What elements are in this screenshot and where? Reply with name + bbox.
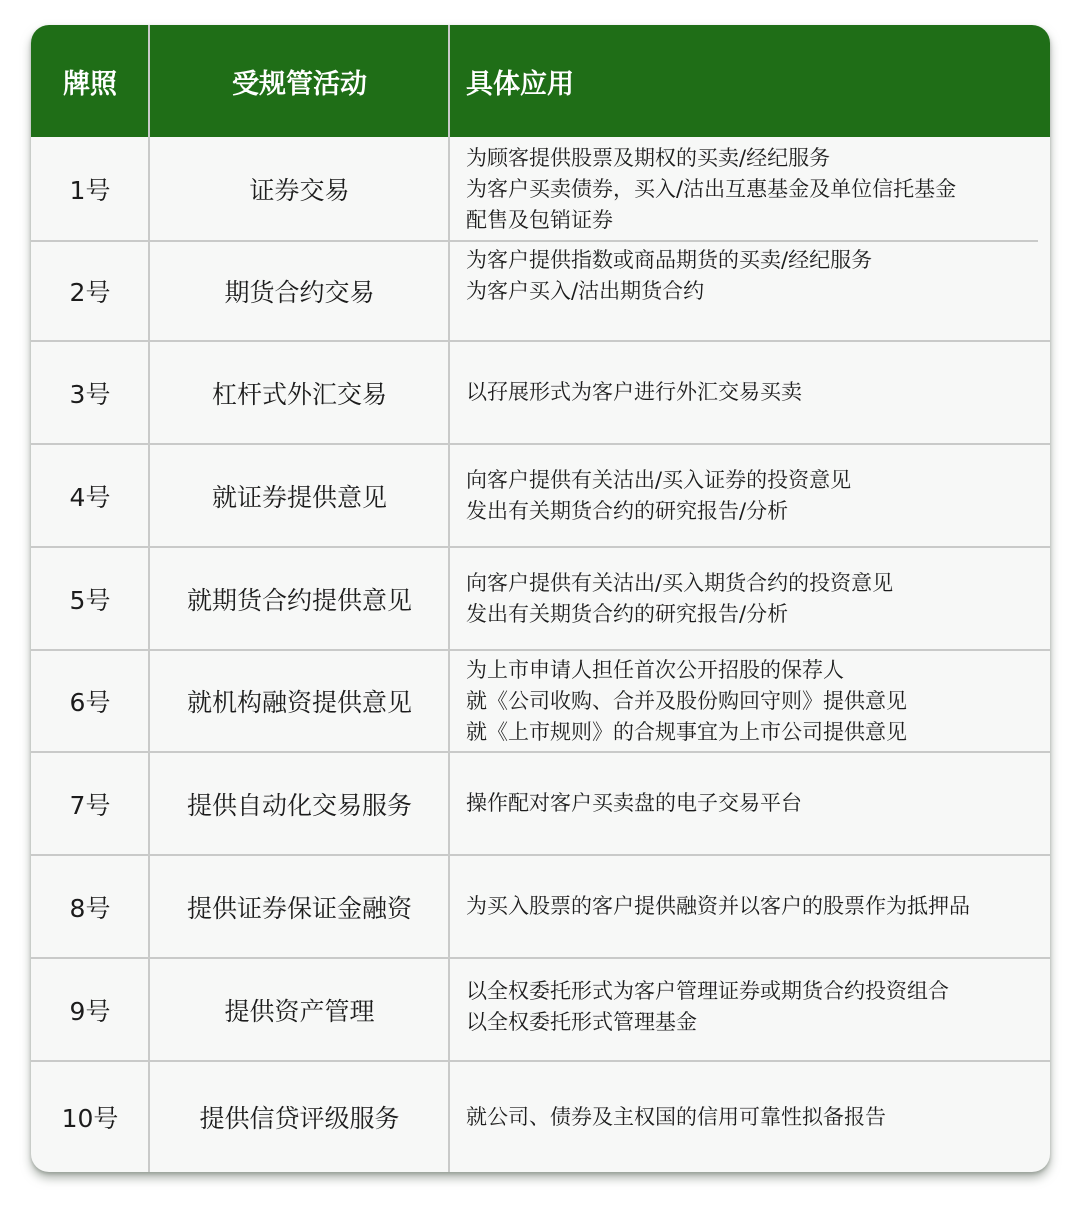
specific-application: [466, 137, 1048, 241]
table-row: [31, 548, 1050, 649]
application-line: 就《公司收购、合并及股份购回守则》提供意见: [466, 688, 907, 713]
regulated-activity: 提供自动化交易服务: [186, 790, 412, 820]
table-row: [31, 137, 1050, 241]
header-activity: 受规管活动: [232, 68, 367, 100]
application-line: 为买入股票的客户提供融资并以客户的股票作为抵押品: [466, 894, 970, 918]
license-number: 6号: [69, 688, 111, 717]
license-number: 7号: [69, 790, 111, 820]
application-line: 以孖展形式为客户进行外汇交易买卖: [466, 380, 802, 404]
license-table-card: [31, 25, 1050, 1172]
license-number: 9号: [69, 996, 111, 1026]
application-line: 为客户买入/沽出期货合约: [466, 279, 705, 303]
table-row: [31, 753, 1050, 854]
table-row: [31, 342, 1050, 443]
table-row: [31, 651, 1050, 751]
application-line: 发出有关期货合约的研究报告/分析: [466, 498, 789, 523]
regulated-activity: 提供资产管理: [224, 996, 375, 1026]
license-number: 3号: [69, 379, 111, 409]
license-number: 8号: [69, 893, 111, 923]
regulated-activity: 证券交易: [249, 176, 350, 205]
specific-application: [466, 445, 1048, 546]
license-number: 1号: [69, 176, 111, 205]
header-license: 牌照: [63, 68, 117, 100]
license-number: 4号: [69, 482, 111, 512]
specific-application: [466, 651, 1048, 751]
license-number: 2号: [69, 278, 111, 307]
application-line: 为顾客提供股票及期权的买卖/经纪服务: [466, 145, 831, 170]
application-line: 向客户提供有关沽出/买入证券的投资意见: [466, 467, 852, 492]
license-number: 5号: [69, 585, 111, 615]
table-row: [31, 856, 1050, 957]
specific-application: [466, 753, 1048, 854]
specific-application: [466, 1062, 1048, 1172]
regulated-activity: 提供信贷评级服务: [199, 1104, 400, 1133]
specific-application: [466, 242, 1048, 340]
specific-application: [466, 342, 1048, 443]
application-line: 向客户提供有关沽出/买入期货合约的投资意见: [466, 570, 894, 595]
regulated-activity: 期货合约交易: [224, 278, 375, 307]
specific-application: [466, 959, 1048, 1060]
application-line: 为客户提供指数或商品期货的买卖/经纪服务: [466, 248, 873, 272]
application-line: 以全权委托形式管理基金: [466, 1009, 697, 1034]
table-row: [31, 242, 1050, 340]
table-row: [31, 445, 1050, 546]
application-line: 就公司、债券及主权国的信用可靠性拟备报告: [466, 1104, 886, 1129]
regulated-activity: 就期货合约提供意见: [186, 585, 412, 615]
table-header: [31, 25, 1050, 137]
application-line: 配售及包销证券: [466, 207, 613, 232]
regulated-activity: 就机构融资提供意见: [186, 688, 412, 717]
regulated-activity: 就证券提供意见: [211, 482, 387, 512]
application-line: 为客户买卖债券，买入/沽出互惠基金及单位信托基金: [466, 176, 957, 201]
application-line: 以全权委托形式为客户管理证券或期货合约投资组合: [466, 978, 949, 1003]
application-line: 为上市申请人担任首次公开招股的保荐人: [466, 657, 844, 682]
header-application: 具体应用: [466, 68, 574, 100]
regulated-activity: 提供证券保证金融资: [186, 893, 412, 923]
table-row: [31, 1062, 1050, 1172]
specific-application: [466, 548, 1048, 649]
table-row: [31, 959, 1050, 1060]
license-number: 10号: [61, 1104, 119, 1133]
application-line: 就《上市规则》的合规事宜为上市公司提供意见: [466, 719, 907, 744]
specific-application: [466, 856, 1048, 957]
application-line: 发出有关期货合约的研究报告/分析: [466, 601, 789, 626]
regulated-activity: 杠杆式外汇交易: [211, 379, 387, 409]
application-line: 操作配对客户买卖盘的电子交易平台: [466, 791, 802, 815]
